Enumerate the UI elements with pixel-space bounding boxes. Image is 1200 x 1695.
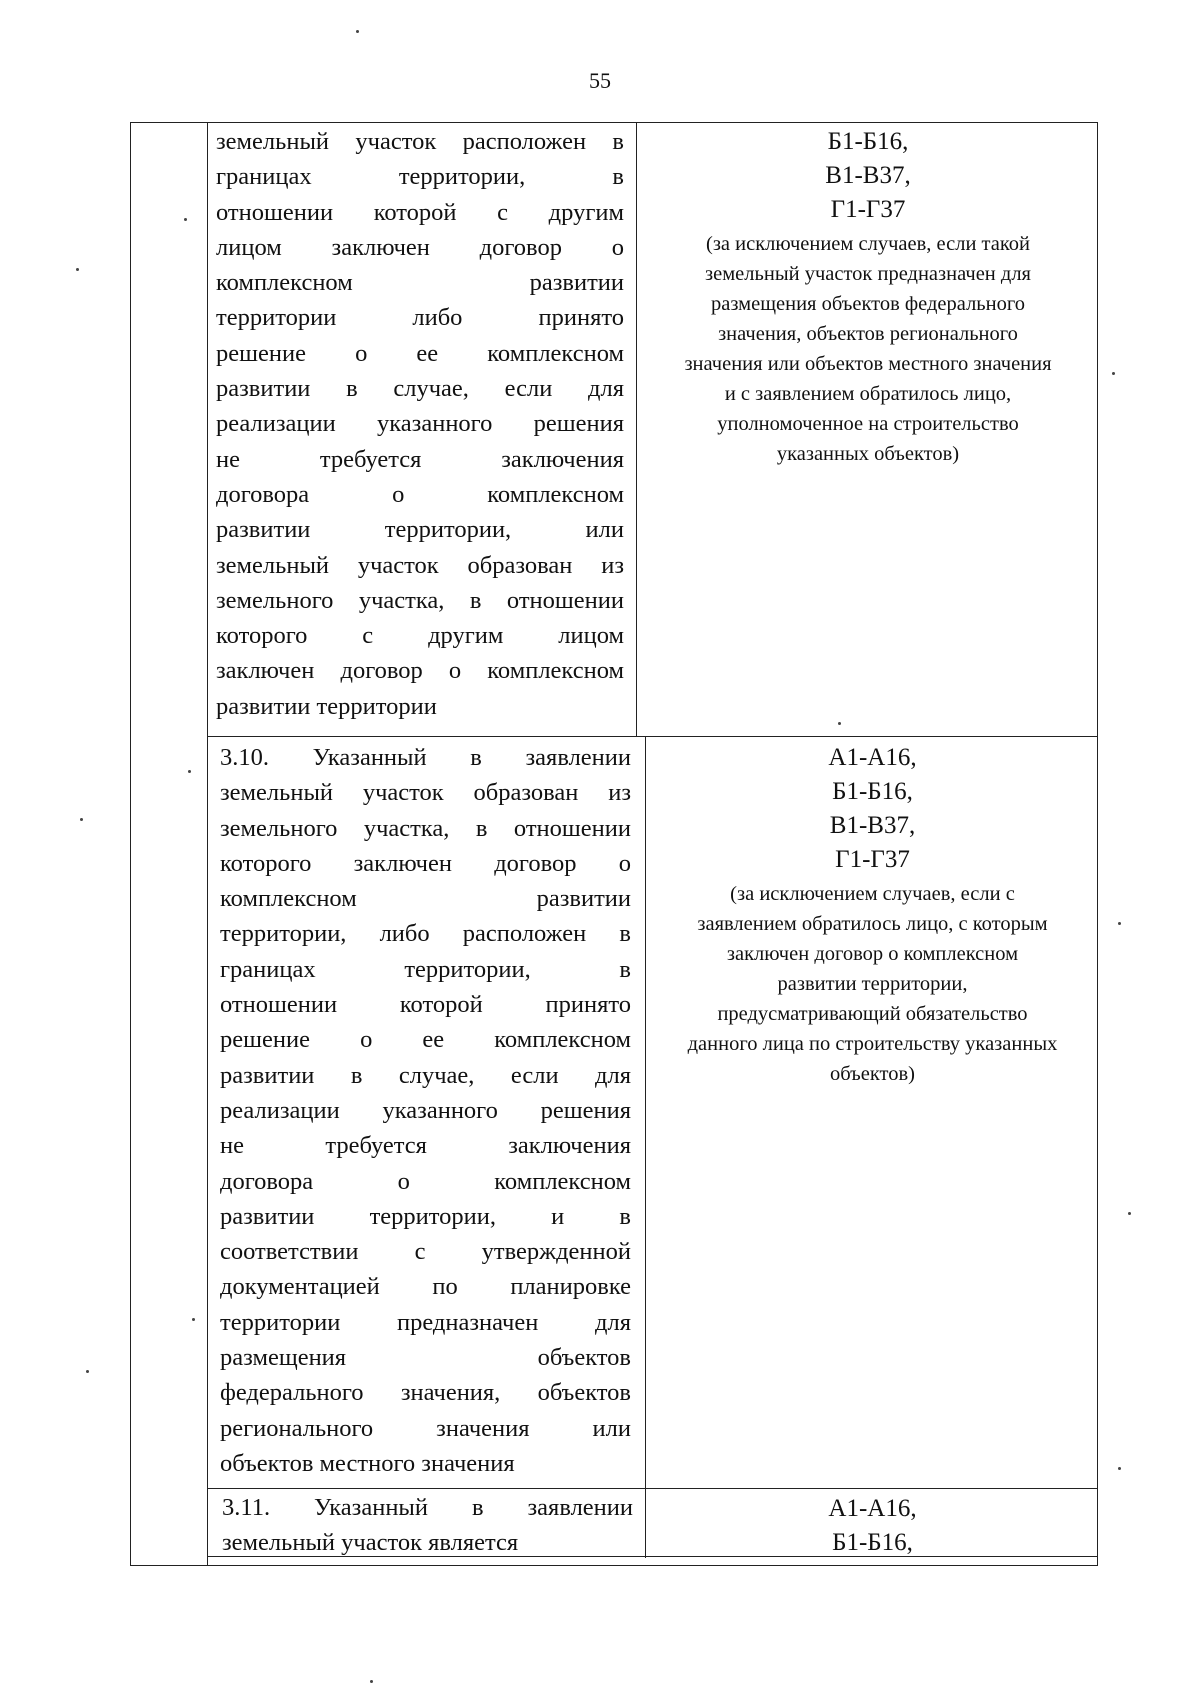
- exception-note-line: развитии территории,: [777, 973, 968, 995]
- cell-text-line: договора о комплексном: [216, 480, 624, 508]
- scan-speck: [184, 218, 187, 221]
- exception-note-line: значения, объектов регионального: [718, 323, 1018, 345]
- cell-text-line: регионального значения или: [220, 1414, 631, 1442]
- zone-code: А1-А16,: [828, 744, 917, 771]
- row-continuation-right-cell: [638, 125, 1098, 469]
- cell-text-line: решение о ее комплексном: [220, 1026, 631, 1054]
- exception-note-line: заявлением обратилось лицо, с которым: [697, 913, 1048, 935]
- exception-note-line: земельный участок предназначен для: [705, 263, 1031, 285]
- exception-note-line: объектов): [829, 1063, 915, 1085]
- zone-code: Б1-Б16,: [827, 128, 909, 155]
- cell-text-line: объектов местного значения: [220, 1449, 515, 1477]
- zone-code: Б1-Б16,: [832, 778, 913, 805]
- cell-text-line: лицом заключен договор о: [216, 233, 624, 261]
- zone-code: Б1-Б16,: [832, 1529, 913, 1556]
- zone-code: В1-В37,: [825, 162, 911, 189]
- scan-speck: [80, 818, 83, 821]
- cell-text-line: отношении которой принято: [220, 991, 631, 1019]
- cell-text-line: земельный участок является: [222, 1529, 519, 1557]
- cell-text-line: земельного участка, в отношении: [220, 814, 631, 842]
- exception-note-line: (за исключением случаев, если такой: [706, 233, 1030, 255]
- table-bottom-line: [208, 1556, 1098, 1557]
- scan-speck: [838, 722, 841, 725]
- cell-text-line: которого с другим лицом: [216, 622, 624, 650]
- cell-text-line: федерального значения, объектов: [220, 1379, 631, 1407]
- scan-speck: [1118, 922, 1121, 925]
- cell-text-line: земельный участок образован из: [220, 779, 631, 807]
- cell-text-line: отношении которой с другим: [216, 198, 624, 226]
- scan-speck: [1128, 1212, 1131, 1215]
- cell-text-line: развитии в случае, если для: [220, 1061, 631, 1089]
- cell-text-line: земельный участок образован из: [216, 551, 624, 579]
- cell-text-line: развитии территории, или: [216, 516, 624, 544]
- zone-code: Г1-Г37: [830, 196, 906, 223]
- exception-note-line: указанных объектов): [776, 443, 960, 465]
- cell-text-line: 3.11. Указанный в заявлении: [222, 1494, 633, 1521]
- scan-speck: [356, 30, 359, 33]
- exception-note-line: данного лица по строительству указанных: [687, 1033, 1058, 1055]
- exception-note: [638, 229, 1098, 469]
- cell-text-line: реализации указанного решения: [220, 1096, 631, 1124]
- column-divider: [645, 736, 646, 1488]
- exception-note: [647, 879, 1098, 1089]
- column-divider: [645, 1488, 646, 1558]
- exception-note-line: предусматривающий обязательство: [717, 1003, 1028, 1025]
- exception-note-line: и с заявлением обратилось лицо,: [724, 383, 1012, 405]
- row-3-10-right-cell: [647, 741, 1098, 1089]
- cell-text-line: границах территории, в: [220, 955, 631, 983]
- cell-text-line: реализации указанного решения: [216, 410, 624, 438]
- exception-note-line: заключен договор о комплексном: [726, 943, 1019, 965]
- scan-speck: [76, 268, 79, 271]
- cell-text-line: развитии в случае, если для: [216, 375, 624, 403]
- zone-code: А1-А16,: [828, 1495, 917, 1522]
- cell-text-line: не требуется заключения: [220, 1132, 631, 1160]
- scan-speck: [192, 1318, 195, 1321]
- exception-note-line: значения или объектов местного значения: [684, 353, 1052, 375]
- cell-text-line: земельный участок расположен в: [216, 128, 624, 155]
- cell-text-line: развитии территории, и в: [220, 1202, 631, 1230]
- row-3-11-left-text: [222, 1490, 633, 1561]
- cell-text-line: документацией по планировке: [220, 1273, 631, 1301]
- exception-note-line: уполномоченное на строительство: [717, 413, 1019, 435]
- cell-text-line: размещения объектов: [220, 1344, 631, 1372]
- scan-speck: [188, 770, 191, 773]
- cell-text-line: которого заключен договор о: [220, 849, 631, 877]
- exception-note-line: (за исключением случаев, если с: [730, 883, 1015, 905]
- cell-text-line: территории либо принято: [216, 304, 624, 332]
- cell-text-line: земельного участка, в отношении: [216, 586, 624, 614]
- zone-code: Г1-Г37: [835, 846, 910, 873]
- cell-text-line: заключен договор о комплексном: [216, 657, 624, 685]
- row-3-10-left-text: [220, 740, 631, 1481]
- cell-text-line: не требуется заключения: [216, 445, 624, 473]
- cell-text-line: развитии территории: [216, 692, 437, 720]
- cell-text-line: комплексном развитии: [220, 885, 631, 913]
- exception-note-line: размещения объектов федерального: [710, 293, 1026, 315]
- scan-speck: [1118, 1467, 1121, 1470]
- cell-text-line: границах территории, в: [216, 163, 624, 191]
- cell-text-line: 3.10. Указанный в заявлении: [220, 744, 631, 771]
- column-divider: [636, 122, 637, 736]
- cell-text-line: договора о комплексном: [220, 1167, 631, 1195]
- cell-text-line: решение о ее комплексном: [216, 339, 624, 367]
- scan-speck: [1112, 372, 1115, 375]
- cell-text-line: соответствии с утвержденной: [220, 1238, 631, 1266]
- cell-text-line: комплексном развитии: [216, 269, 624, 297]
- scan-speck: [86, 1370, 89, 1373]
- page-number: 55: [589, 68, 611, 93]
- cell-text-line: территории предназначен для: [220, 1308, 631, 1336]
- row-3-11-right-cell: [647, 1492, 1098, 1560]
- cell-text-line: территории, либо расположен в: [220, 920, 631, 948]
- scan-speck: [370, 1680, 373, 1683]
- zone-code: В1-В37,: [829, 812, 916, 839]
- row-continuation-left-text: [216, 124, 624, 724]
